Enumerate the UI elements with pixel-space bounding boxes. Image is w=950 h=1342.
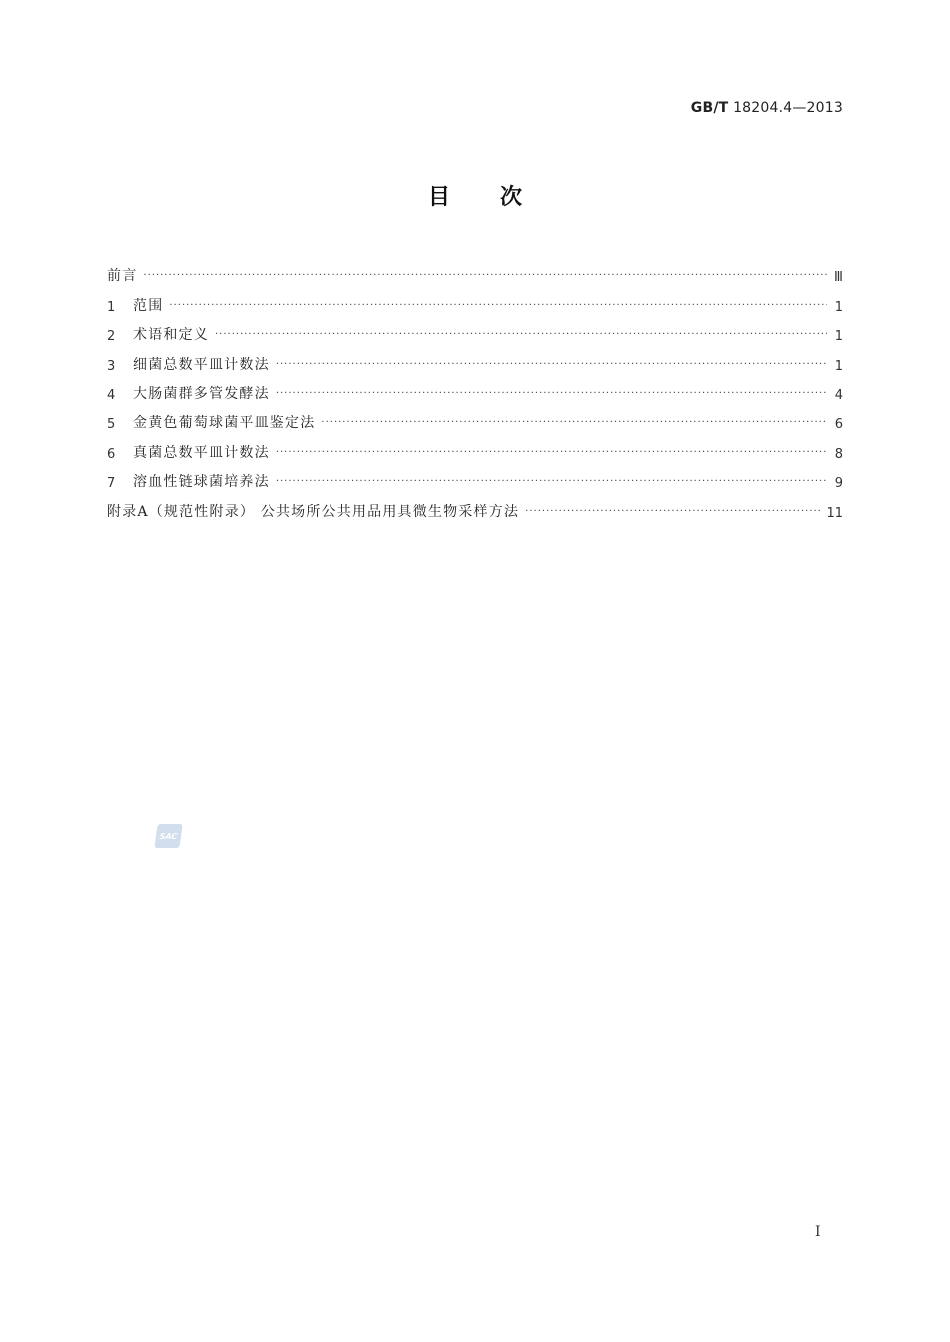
toc-entry-number: 1 [107, 299, 116, 315]
toc-dot-leader [215, 328, 827, 344]
toc-page-number: 1 [834, 299, 843, 315]
toc-page-number: 1 [834, 358, 843, 374]
toc-dot-leader [321, 416, 827, 432]
toc-entry-foreword[interactable] [107, 256, 843, 285]
toc-entry-4[interactable] [107, 374, 843, 403]
toc-entry-number: 5 [107, 417, 116, 433]
toc-entry-label: 溶血性链球菌培养法 [133, 474, 270, 491]
toc-entry-number: 7 [107, 476, 116, 492]
toc-entry-label: 金黄色葡萄球菌平皿鉴定法 [133, 415, 316, 432]
toc-page-number: 6 [834, 417, 843, 433]
toc-page-number: 9 [834, 476, 843, 492]
watermark-text: SAC [159, 831, 178, 841]
page-title: 目次 [427, 185, 572, 210]
toc-entry-label: 附录A（规范性附录） 公共场所公共用品用具微生物采样方法 [107, 503, 520, 520]
toc-entry-6[interactable] [107, 432, 843, 461]
toc-entry-number: 4 [107, 387, 116, 403]
toc-page-number: 1 [834, 329, 843, 345]
toc-entry-label: 术语和定义 [133, 327, 209, 344]
toc-dot-leader [276, 387, 827, 403]
toc-entry-label: 细菌总数平皿计数法 [133, 356, 270, 373]
toc-entry-label: 范围 [133, 297, 164, 314]
standard-code [691, 100, 843, 116]
toc-dot-leader [276, 446, 827, 462]
toc-dot-leader [143, 269, 827, 285]
toc-page-number: 11 [826, 505, 843, 521]
toc-entry-number: 3 [107, 358, 116, 374]
toc-entry-label: 大肠菌群多管发酵法 [133, 385, 270, 402]
toc-entry-7[interactable] [107, 462, 843, 491]
toc-entry-1[interactable] [107, 285, 843, 314]
table-of-contents [107, 256, 843, 521]
toc-entry-label: 前言 [107, 268, 138, 285]
toc-entry-annex-a[interactable] [107, 491, 843, 520]
toc-page-number: 8 [834, 446, 843, 462]
toc-entry-label: 真菌总数平皿计数法 [133, 444, 270, 461]
toc-dot-leader [525, 505, 820, 521]
toc-dot-leader [276, 475, 827, 491]
toc-entry-number: 6 [107, 446, 116, 462]
toc-entry-2[interactable] [107, 315, 843, 344]
page-footer-number: I [815, 1224, 821, 1240]
toc-entry-5[interactable] [107, 403, 843, 432]
standard-code-prefix: GB/T [690, 100, 729, 116]
standard-code-number: 18204.4—2013 [733, 100, 843, 116]
toc-entry-3[interactable] [107, 344, 843, 373]
toc-page-number: 4 [834, 387, 843, 403]
toc-dot-leader [169, 299, 827, 315]
toc-entry-number: 2 [107, 329, 116, 345]
sac-watermark-logo [154, 824, 182, 848]
toc-page-number: Ⅲ [834, 270, 843, 286]
toc-dot-leader [276, 358, 827, 374]
